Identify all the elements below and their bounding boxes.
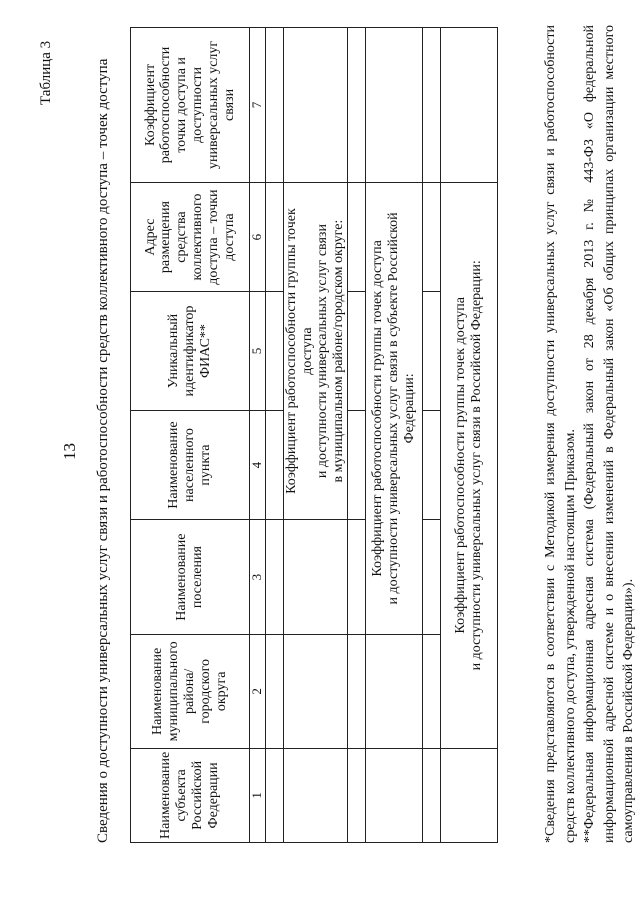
access-points-table	[130, 27, 498, 843]
column-header-coefficient: Коэффициент работоспособности точки доступа и доступности универсальных услуг связи	[131, 28, 250, 183]
table-cell	[422, 28, 440, 183]
federation-coefficient-line2: и доступности универсальных услуг связи в Российской Федерации:	[468, 260, 484, 671]
column-number: 7	[250, 28, 266, 183]
footnote-methodology: *Сведения представляются в соответствии с Методикой измерения доступности универсальных услуг связи и работоспособности средств коллективного доступа, утвержденной настоящим Приказом.	[543, 25, 578, 843]
table-cell	[347, 634, 365, 748]
column-number: 2	[250, 634, 266, 748]
column-number: 4	[250, 410, 266, 519]
table-cell	[347, 748, 365, 842]
table-cell	[265, 292, 283, 411]
table-cell	[265, 28, 283, 183]
municipal-coefficient-line2: и доступности универсальных услуг связи	[315, 224, 331, 479]
subject-coefficient-line2: и доступности универсальных услуг связи в субъекте Российской Федерации:	[386, 212, 417, 605]
table-cell	[265, 748, 283, 842]
table-row	[347, 28, 365, 843]
table-cell	[265, 520, 283, 635]
federation-coefficient-row	[440, 28, 497, 843]
municipal-coefficient-line1: Коэффициент работоспособности группы точек доступа	[283, 208, 315, 494]
table-cell	[265, 634, 283, 748]
table-cell	[422, 634, 440, 748]
municipal-coefficient-label	[283, 182, 347, 519]
column-numbers-row	[250, 28, 266, 843]
column-number: 5	[250, 292, 266, 411]
table-label: Таблица 3	[38, 40, 54, 105]
column-number: 6	[250, 182, 266, 291]
federation-coefficient-line1: Коэффициент работоспособности группы точек доступа	[453, 297, 469, 634]
header-row	[131, 28, 250, 843]
table-row	[265, 28, 283, 843]
subject-coefficient-line1: Коэффициент работоспособности группы точек доступа	[370, 240, 386, 577]
column-header-subject: Наименование субъекта Российской Федерации	[131, 748, 250, 842]
subject-coefficient-row	[365, 28, 422, 843]
table-cell	[422, 410, 440, 519]
table-cell	[422, 182, 440, 291]
footnotes	[541, 25, 639, 843]
municipal-coefficient-value	[283, 28, 347, 183]
table-cell	[422, 292, 440, 411]
table-cell	[265, 410, 283, 519]
table-cell	[347, 292, 365, 411]
table-cell	[422, 748, 440, 842]
table-row	[422, 28, 440, 843]
municipal-coefficient-line3: в муниципальном районе/городском округе:	[331, 219, 347, 483]
column-number: 3	[250, 520, 266, 635]
page-number: 13	[60, 443, 79, 460]
table-cell	[283, 634, 347, 748]
column-header-fias-id: Уникальный идентификатор ФИАС**	[131, 292, 250, 411]
table-cell	[347, 410, 365, 519]
table-cell	[365, 748, 422, 842]
table-cell	[347, 520, 365, 635]
subject-coefficient-label	[365, 182, 422, 634]
table-cell	[283, 520, 347, 635]
subject-coefficient-value	[365, 28, 422, 183]
column-number: 1	[250, 748, 266, 842]
municipal-coefficient-row	[283, 28, 347, 843]
column-header-locality: Наименование населенного пункта	[131, 410, 250, 519]
table-cell	[347, 28, 365, 183]
table-cell	[422, 520, 440, 635]
column-header-settlement: Наименование поселения	[131, 520, 250, 635]
table-cell	[365, 634, 422, 748]
table-cell	[283, 748, 347, 842]
table-cell	[347, 182, 365, 291]
table-cell	[440, 748, 497, 842]
federation-coefficient-value	[440, 28, 497, 183]
footnote-fias: **Федеральная информационная адресная система (Федеральный закон от 28 декабря 2013 г. № 443-ФЗ «О федеральной информационной адресной системе и о внесении изменений в Федеральный закон «Об общих принципах организации местного самоуправления в Российской Федерации»).	[582, 25, 637, 843]
column-header-address: Адрес размещения средства коллективного доступа – точки доступа	[131, 182, 250, 291]
table-cell	[265, 182, 283, 291]
table-caption: Сведения о доступности универсальных услуг связи и работоспособности средств коллективного доступа – точек доступа	[95, 58, 111, 843]
column-header-municipal-district: Наименование муниципального района/городского округа	[131, 634, 250, 748]
federation-coefficient-label	[440, 182, 497, 748]
